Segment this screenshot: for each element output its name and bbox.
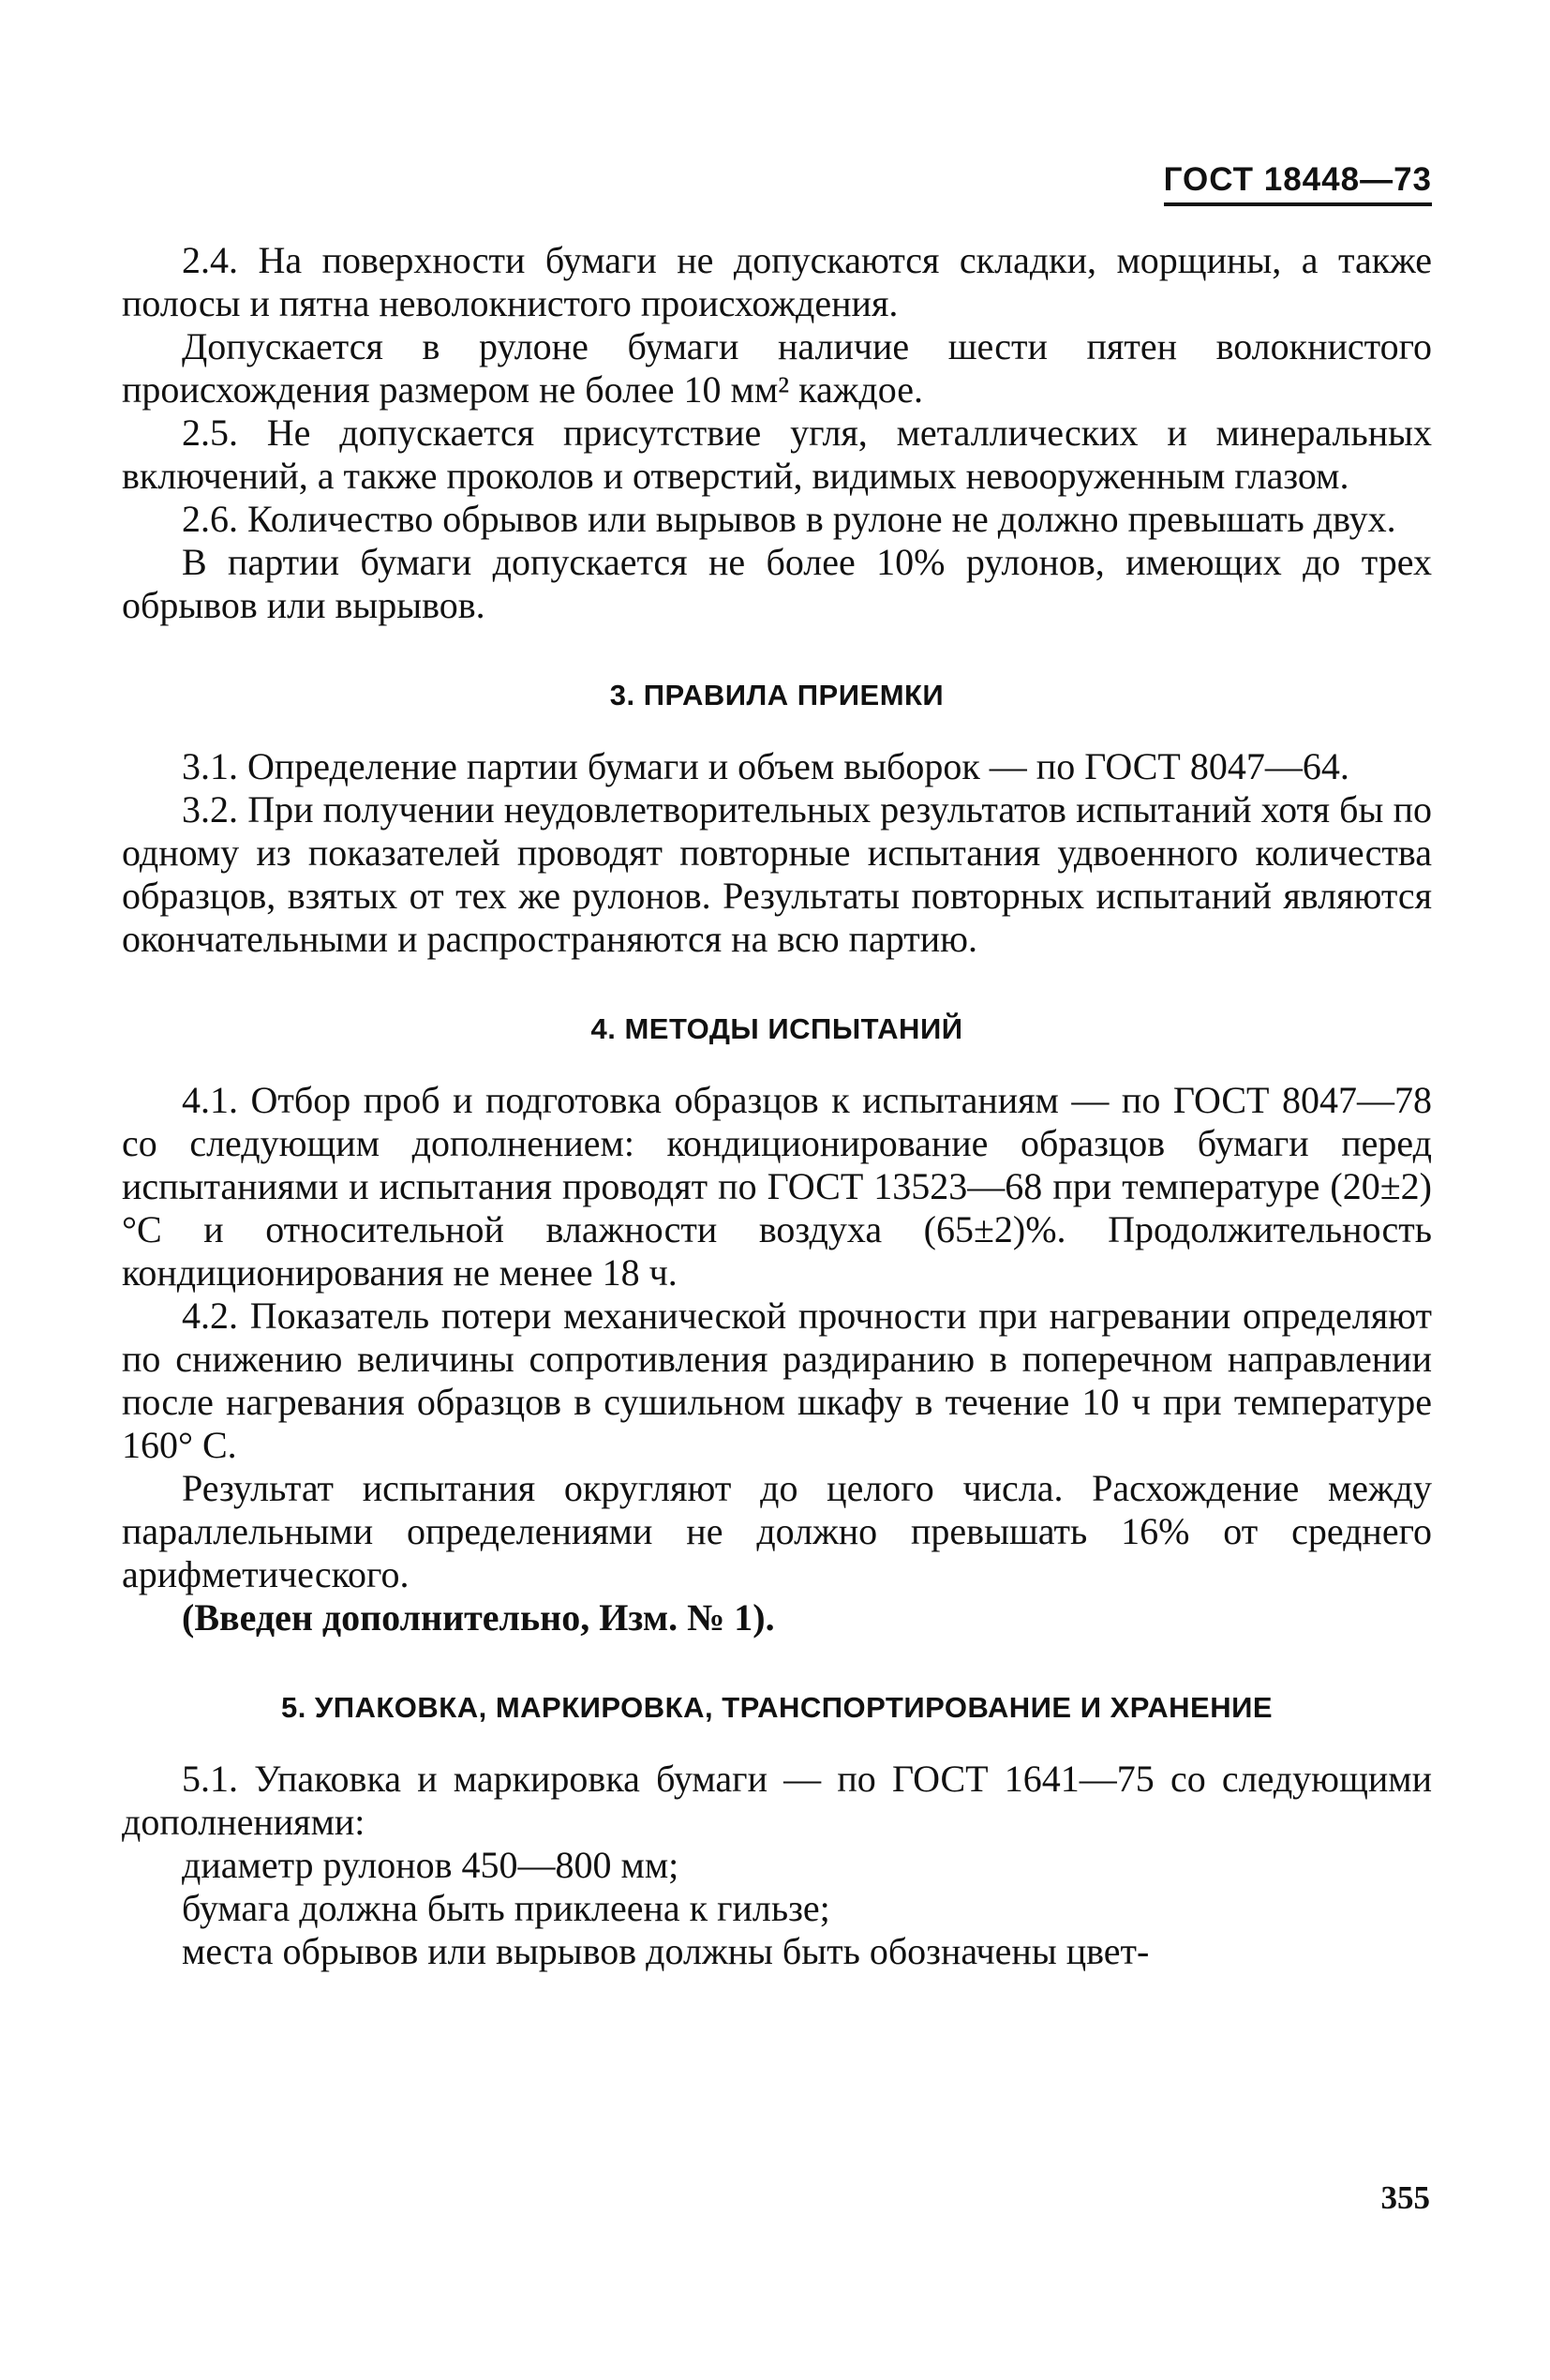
- paragraph-5-1: 5.1. Упаковка и маркировка бумаги — по ГОСТ 1641—75 со следующими дополнениями:: [122, 1758, 1432, 1843]
- list-item-roll-diameter: диаметр рулонов 450—800 мм;: [182, 1844, 679, 1886]
- paragraph-3-1: 3.1. Определение партии бумаги и объем выборок — по ГОСТ 8047—64.: [182, 745, 1349, 787]
- paragraph-4-2-continued: Результат испытания округляют до целого числа. Расхождение между параллельными определениями не должно превышать 16% от среднего арифметического.: [122, 1467, 1432, 1595]
- page-number: 355: [1380, 2179, 1430, 2216]
- document-code-header: ГОСТ 18448—73: [1164, 161, 1432, 206]
- paragraph-2-6: 2.6. Количество обрывов или вырывов в рулоне не должно превышать двух.: [182, 498, 1396, 540]
- paragraph-4-2: 4.2. Показатель потери механической прочности при нагревании определяют по снижению величины сопротивления раздиранию в поперечном направлении после нагревания образцов в сушильном шкафу в течение 10 ч при температуре 160° C.: [122, 1295, 1432, 1466]
- list-item-break-marking: места обрывов или вырывов должны быть обозначены цвет-: [182, 1930, 1150, 1972]
- paragraph-2-5: 2.5. Не допускается присутствие угля, металлических и минеральных включений, а также проколов и отверстий, видимых невооруженным глазом.: [122, 412, 1432, 497]
- amendment-note: (Введен дополнительно, Изм. № 1).: [182, 1596, 775, 1639]
- section-heading-3: 3. ПРАВИЛА ПРИЕМКИ: [609, 679, 945, 711]
- paragraph-2-4: 2.4. На поверхности бумаги не допускаются складки, морщины, а также полосы и пятна неволокнистого происхождения.: [122, 239, 1432, 324]
- paragraph-2-6-continued: В партии бумаги допускается не более 10% рулонов, имеющих до трех обрывов или вырывов.: [122, 541, 1432, 626]
- list-item-glued-to-core: бумага должна быть приклеена к гильзе;: [182, 1887, 830, 1929]
- paragraph-2-4-continued: Допускается в рулоне бумаги наличие шести пятен волокнистого происхождения размером не более 10 мм² каждое.: [122, 325, 1432, 411]
- paragraph-4-1: 4.1. Отбор проб и подготовка образцов к испытаниям — по ГОСТ 8047—78 со следующим дополнением: кондиционирование образцов бумаги перед испытаниями и испытания проводят по ГОСТ 13523—68 при температуре (20±2)°C и относительной влажности воздуха (65±2)%. Продолжительность кондиционирования не менее 18 ч.: [122, 1079, 1432, 1294]
- section-heading-4: 4. МЕТОДЫ ИСПЫТАНИЙ: [590, 1012, 963, 1045]
- paragraph-3-2: 3.2. При получении неудовлетворительных результатов испытаний хотя бы по одному из показателей проводят повторные испытания удвоенного количества образцов, взятых от тех же рулонов. Результаты повторных испытаний являются окончательными и распространяются на всю партию.: [122, 788, 1432, 960]
- document-body: [122, 239, 1432, 1973]
- section-heading-5: 5. УПАКОВКА, МАРКИРОВКА, ТРАНСПОРТИРОВАНИЕ И ХРАНЕНИЕ: [280, 1691, 1274, 1724]
